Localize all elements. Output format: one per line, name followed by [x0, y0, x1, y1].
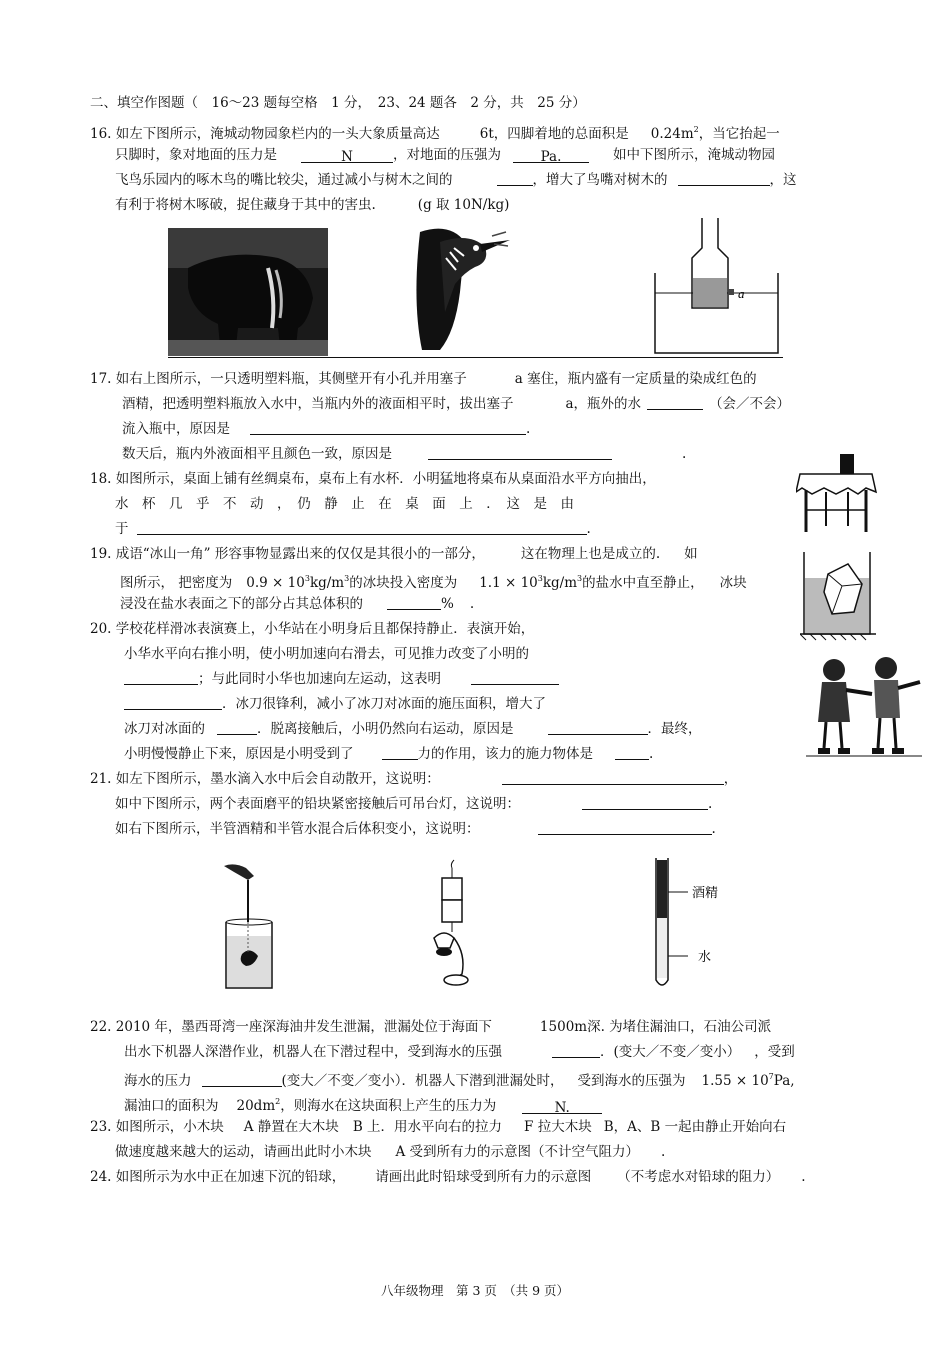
- q21-line1: [90, 770, 737, 788]
- q20-line2: 小华水平向右推小明，使小明加速向右滑去，可见推力改变了小明的: [124, 646, 529, 662]
- q22-line4: [124, 1093, 602, 1115]
- q16-blank-force[interactable]: [301, 148, 393, 163]
- q16-blank-area[interactable]: [497, 171, 533, 186]
- q22-text: (变大／不变／变小）: [281, 1073, 402, 1089]
- q20-blank-mutual[interactable]: [124, 695, 222, 710]
- q22-text: ，则海水在这块面积上产生的压力为: [280, 1098, 497, 1114]
- q18-line3: 于 .: [115, 521, 591, 537]
- q16-text: (g 取 10N/kg): [417, 197, 510, 213]
- q16-blank-pressure-effect[interactable]: [678, 171, 770, 186]
- q22-sup: 7: [768, 1072, 774, 1081]
- q20-text: .: [649, 746, 654, 762]
- bottle-in-water-icon: [650, 218, 790, 358]
- q21-text: 21. 如左下图所示，墨水滴入水中后会自动散开，这说明：: [90, 771, 440, 787]
- q19-sup: 3: [577, 574, 583, 583]
- skaters-icon: [806, 652, 926, 760]
- q22-text: ．(变大／不变／变小）: [600, 1044, 741, 1060]
- q19-text: 的冰块投入密度为: [349, 575, 458, 591]
- q17-text: a 塞住，瓶内盛有一定质量的染成红色的: [514, 371, 757, 387]
- page-footer: 八年级物理 第 3 页 （共 9 页）: [380, 1283, 570, 1298]
- q19-text: 这在物理上也是成立的.: [520, 546, 661, 562]
- q19-text: 冰块: [719, 575, 747, 591]
- q17-blank-will[interactable]: [647, 395, 703, 410]
- q18-text: 于: [115, 521, 129, 537]
- q22-blank-total-force[interactable]: [522, 1099, 602, 1114]
- q19-text: 图所示， 把密度为: [120, 575, 233, 591]
- q16-text: ，增大了鸟嘴对树木的: [532, 172, 668, 188]
- q16-line3: [115, 171, 797, 189]
- q23-line2: [115, 1143, 665, 1161]
- q23-text: A 受到所有力的示意图（不计空气阻力）: [395, 1144, 640, 1160]
- q17-text: 数天后，瓶内外液面相平且颜色一致，原因是: [122, 446, 392, 462]
- q16-line2: [115, 146, 775, 164]
- q16-text: 0.24m: [650, 126, 694, 142]
- q20-text: 冰刀对冰面的: [124, 721, 205, 737]
- woodpecker-drawing: [410, 222, 520, 352]
- label-water: 水: [698, 950, 712, 965]
- q19-sup: 3: [537, 574, 543, 583]
- q19-sup: 3: [344, 574, 350, 583]
- unit-pa: Pa.: [540, 149, 562, 165]
- q17-blank-reason2[interactable]: [428, 445, 612, 460]
- q22-text: Pa,: [773, 1073, 795, 1089]
- q16-text: 6t，四脚着地的总面积是: [479, 126, 629, 142]
- q21-blank-attraction[interactable]: [582, 795, 708, 810]
- lead-blocks-lamp-icon: [420, 858, 480, 994]
- q17-line4: 数天后，瓶内外液面相平且颜色一致，原因是 .: [122, 446, 687, 462]
- q19-sup: 3: [304, 574, 310, 583]
- q20-blank-inertia[interactable]: [548, 720, 648, 735]
- q24-text: 请画出此时铅球受到所有力的示意图: [375, 1169, 592, 1185]
- q21-text: 如中下图所示，两个表面磨平的铅块紧密接触后可吊台灯，这说明：: [115, 796, 520, 812]
- q22-text: ．机器人下潜到泄漏处时，: [401, 1073, 564, 1089]
- label-a: a: [738, 286, 745, 301]
- q23-text: F 拉大木块: [524, 1119, 592, 1135]
- q22-text: ，受到: [754, 1044, 795, 1060]
- q19-line2: [120, 570, 747, 592]
- unit-n: N: [341, 149, 353, 165]
- table-with-cup-icon: [796, 452, 878, 534]
- q22-blank-pressure[interactable]: [552, 1043, 600, 1058]
- q19-text: 的盐水中直至静止，: [582, 575, 704, 591]
- q18-line2: 水 杯 几 乎 不 动 ， 仍 静 止 在 桌 面 上 ． 这 是 由: [115, 496, 574, 512]
- q22-text: 出水下机器人深潜作业，机器人在下潜过程中，受到海水的压强: [124, 1044, 502, 1060]
- q20-blank-motion[interactable]: [124, 670, 198, 685]
- q17-text: 酒精，把透明塑料瓶放入水中，当瓶内外的液面相平时，拔出塞子: [122, 396, 514, 412]
- q19-text: %: [441, 596, 454, 612]
- q17-line3: 流入瓶中，原因是 .: [122, 421, 531, 437]
- divider: [168, 357, 783, 358]
- q16-text: ，这: [769, 172, 797, 188]
- q23-text: 做速度越来越大的运动，请画出此时小木块: [115, 1144, 372, 1160]
- q17-line2: [122, 395, 790, 413]
- q20-line6: [124, 745, 653, 763]
- q17-text: （会／不会）: [709, 396, 791, 412]
- q19-text: 1.1 × 10: [479, 575, 538, 591]
- q20-blank-source[interactable]: [615, 745, 649, 760]
- q16-text: ，对地面的压强为: [393, 147, 501, 163]
- q21-line2: [115, 795, 712, 813]
- q19-text: kg/m: [309, 575, 345, 591]
- q22-text: 22. 2010 年，墨西哥湾一座深海油井发生泄漏，泄漏处位于海面下: [90, 1019, 492, 1035]
- q20-line4: [124, 695, 546, 713]
- q19-blank-percent[interactable]: [387, 595, 441, 610]
- q20-text: ．脱离接触后，小明仍然向右运动，原因是: [257, 721, 514, 737]
- q20-text: ．最终，: [647, 721, 702, 737]
- q17-blank-reason[interactable]: [250, 420, 526, 435]
- ink-drop-beaker-icon: [220, 862, 280, 994]
- alcohol-water-tube-icon: [648, 856, 758, 996]
- q20-blank-interaction[interactable]: [471, 670, 559, 685]
- q21-text: 如右下图所示，半管酒精和半管水混合后体积变小，这说明：: [115, 821, 480, 837]
- q19-text: 如: [684, 546, 698, 562]
- elephant-photo: [168, 228, 328, 356]
- q19-text: 0.9 × 10: [246, 575, 305, 591]
- q20-text: ．冰刀很锋利，减小了冰刀对冰面的施压面积，增大了: [222, 696, 546, 712]
- q21-blank-gaps[interactable]: [538, 820, 712, 835]
- q22-text: 漏油口的面积为: [124, 1098, 219, 1114]
- q16-text: 有利于将树木啄破，捉住藏身于其中的害虫.: [115, 197, 376, 213]
- q18-blank-reason[interactable]: [137, 520, 587, 535]
- q19-text: 19. 成语“冰山一角” 形容事物显露出来的仅仅是其很小的一部分，: [90, 546, 485, 562]
- q19-text: kg/m: [542, 575, 578, 591]
- q17-text: a，瓶外的水: [565, 396, 642, 412]
- q22-line3: [124, 1068, 795, 1090]
- q18-line1: 18. 如图所示，桌面上铺有丝绸桌布，桌布上有水杯．小明猛地将桌布从桌面沿水平方向抽出，: [90, 471, 656, 487]
- q16-text: 飞鸟乐园内的啄木鸟的嘴比较尖，通过减小与树木之间的: [115, 172, 453, 188]
- q23-text: .: [661, 1144, 666, 1160]
- q22-text: 海水的压力: [124, 1073, 192, 1089]
- q16-text: ，当它抬起一: [698, 126, 780, 142]
- q19-line1: [90, 545, 698, 563]
- q16-text: 只脚时，象对地面的压力是: [115, 147, 277, 163]
- ice-in-saltwater-icon: [800, 552, 880, 647]
- q20-line3: [124, 670, 559, 688]
- q22-text: 1.55 × 10: [701, 1073, 769, 1089]
- q21-blank-diffusion[interactable]: [502, 770, 724, 785]
- q22-text: 受到海水的压强为: [577, 1073, 686, 1089]
- q20-blank-pressure[interactable]: [217, 720, 257, 735]
- q20-text: ；与此同时小华也加速向左运动，这表明: [198, 671, 441, 687]
- q22-text: 20dm: [236, 1098, 276, 1114]
- q19-text: 浸没在盐水表面之下的部分占其总体积的: [120, 596, 363, 612]
- label-alcohol: 酒精: [692, 886, 719, 901]
- q17-text: 流入瓶中，原因是: [122, 421, 230, 437]
- q23-text: A 静置在大木块: [243, 1119, 339, 1135]
- q23-text: B 上．用水平向右的拉力: [352, 1119, 503, 1135]
- section-title: 二、填空作图题（ 16～23 题每空格 1 分， 23、24 题各 2 分，共 25 分）: [90, 95, 586, 111]
- unit-n: N.: [554, 1100, 570, 1116]
- q20-line1: 20. 学校花样滑冰表演赛上，小华站在小明身后且都保持静止．表演开始，: [90, 621, 535, 637]
- q23-text: 23. 如图所示，小木块: [90, 1119, 224, 1135]
- q20-line5: [124, 720, 702, 738]
- q21-text: .: [708, 796, 713, 812]
- q22-sup: 2: [275, 1097, 281, 1106]
- q22-line2: [124, 1043, 795, 1061]
- q16-blank-pressure[interactable]: [513, 148, 589, 163]
- q20-blank-friction[interactable]: [382, 745, 418, 760]
- q17-line1: [90, 370, 757, 388]
- q20-text: 小明慢慢静止下来，原因是小明受到了: [124, 746, 354, 762]
- q21-line3: [115, 820, 716, 838]
- q23-text: B，A、B 一起由静止开始向右: [603, 1119, 787, 1135]
- q24-text: （不考虑水对铅球的阻力）: [617, 1169, 780, 1185]
- q19-line3: [120, 595, 474, 613]
- q24-text: 24. 如图所示为水中正在加速下沉的铅球，: [90, 1169, 346, 1185]
- q22-text: 1500m深. 为堵住漏油口，石油公司派: [539, 1019, 772, 1035]
- q23-line1: [90, 1118, 786, 1136]
- q22-blank-force[interactable]: [202, 1072, 282, 1087]
- q24-line1: [90, 1168, 806, 1186]
- q19-text: .: [469, 596, 475, 612]
- q16-line4: [115, 196, 509, 214]
- q16-line1: 16. 如左下图所示，淹城动物园象栏内的一头大象质量高达 6t，四脚着地的总面积是 $0.24m^2$，当它抬起一: [90, 125, 780, 142]
- q16-text: 如中下图所示，淹城动物园: [613, 147, 775, 163]
- q20-text: 力的作用，该力的施力物体是: [417, 746, 593, 762]
- q21-text: ，: [723, 771, 738, 787]
- q16-text: 16. 如左下图所示，淹城动物园象栏内的一头大象质量高达: [90, 126, 440, 142]
- q22-line1: [90, 1018, 771, 1036]
- q24-text: .: [801, 1169, 806, 1185]
- q17-text: 17. 如右上图所示，一只透明塑料瓶，其侧壁开有小孔并用塞子: [90, 371, 467, 387]
- q21-text: .: [711, 821, 716, 837]
